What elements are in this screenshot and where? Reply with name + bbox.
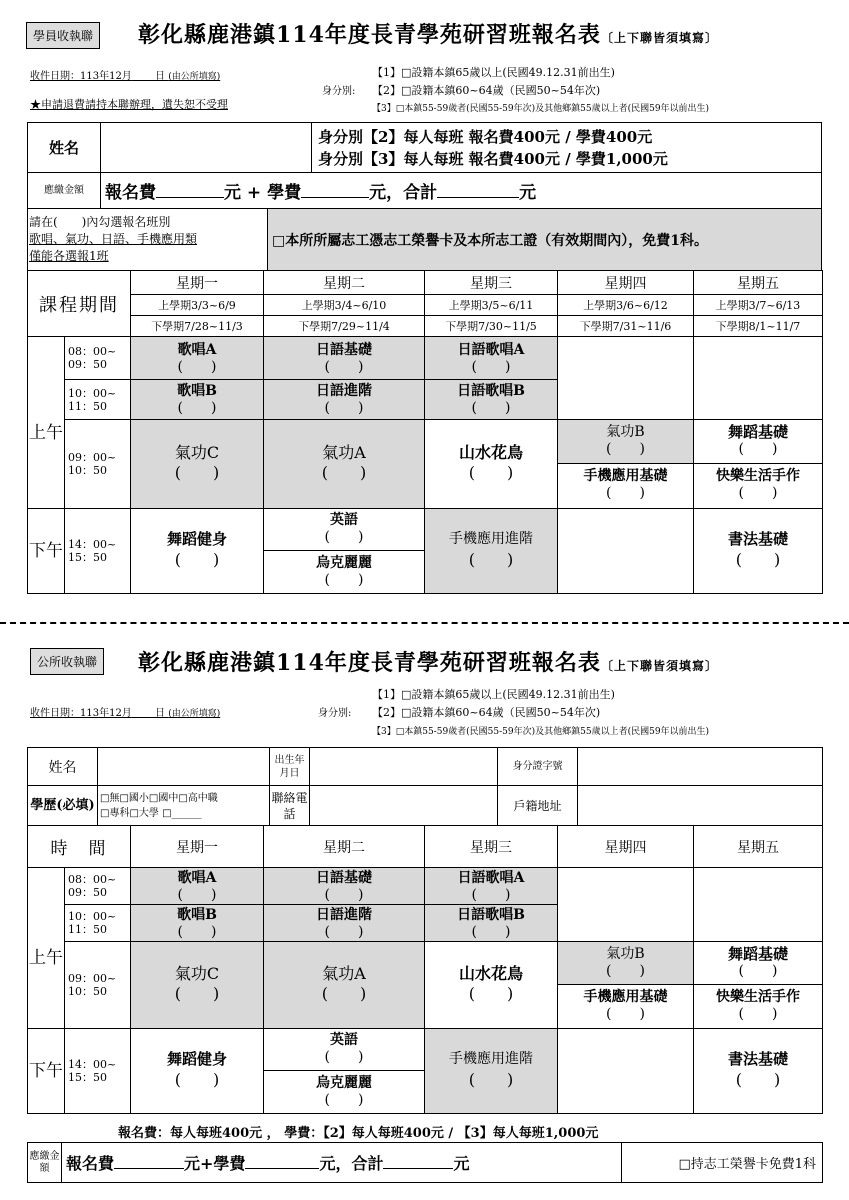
tue-pm-split-b bbox=[264, 1029, 425, 1114]
receive-date-text: 收件日期：113年12月 bbox=[30, 71, 132, 82]
course-qigong-b-b[interactable] bbox=[558, 942, 693, 984]
course-checkbox[interactable]: ( ) bbox=[471, 923, 511, 940]
fee-line-3: 身分別【3】每人每班 報名費400元 / 學費1,000元 bbox=[318, 149, 668, 168]
course-name: 氣功A bbox=[322, 442, 366, 462]
due-text-1: 報名費 bbox=[105, 183, 156, 203]
day-tue: 星期二 bbox=[264, 271, 425, 295]
course-checkbox[interactable]: ( ) bbox=[324, 358, 364, 375]
course-checkbox[interactable]: ( ) bbox=[471, 358, 511, 375]
office-receipt-tag: 公所收執聯 bbox=[30, 648, 104, 675]
course-checkbox[interactable]: ( ) bbox=[324, 1049, 364, 1065]
course-checkbox[interactable]: ( ) bbox=[324, 886, 364, 903]
due-table bbox=[27, 172, 822, 209]
course-name: 舞蹈基礎 bbox=[727, 945, 788, 963]
student-receipt-tag: 學員收執聯 bbox=[26, 22, 100, 49]
day-wed-b: 星期三 bbox=[425, 826, 558, 868]
course-checkbox[interactable]: ( ) bbox=[177, 886, 217, 903]
empty-thu-pm-b bbox=[558, 1029, 694, 1114]
empty-thu-pm bbox=[558, 509, 694, 594]
receive-date-top bbox=[30, 67, 220, 82]
volunteer-free-checkbox[interactable]: □本所所屬志工憑志工榮譽卡及本所志工證（有效期間內），免費1科。 bbox=[268, 209, 822, 271]
identity-label: 身分別: bbox=[322, 86, 356, 97]
bottom-info-table bbox=[27, 747, 823, 826]
time-1000: 10：00~ 11：50 bbox=[65, 380, 131, 420]
course-checkbox[interactable]: ( ) bbox=[324, 572, 364, 588]
choose-instructions bbox=[28, 209, 268, 271]
course-name: 氣功A bbox=[322, 963, 366, 983]
due-text-2: 元 + 學費 bbox=[224, 183, 302, 203]
day-mark: 日 bbox=[155, 708, 165, 719]
course-name: 日語歌唱A bbox=[457, 869, 525, 886]
day-mon-b: 星期一 bbox=[131, 826, 264, 868]
fee-line-2: 身分別【2】每人每班 報名費400元 / 學費400元 bbox=[318, 127, 653, 146]
choose-table bbox=[27, 208, 822, 271]
course-japanese-advanced-b[interactable] bbox=[264, 905, 425, 942]
course-english-b[interactable] bbox=[264, 1029, 424, 1070]
fee-summary: 報名費：每人每班400元 ， 學費：【2】每人每班400元 / 【3】每人每班1,000元 bbox=[118, 1126, 599, 1141]
course-checkbox[interactable]: ( ) bbox=[174, 462, 220, 482]
course-name: 山水花鳥 bbox=[458, 442, 523, 462]
form-title-bottom bbox=[138, 646, 718, 677]
course-dance-basic-b[interactable] bbox=[694, 942, 822, 984]
thu-am-split bbox=[558, 420, 694, 509]
course-checkbox[interactable]: ( ) bbox=[606, 1006, 645, 1022]
time-1400-b: 14：00~ 15：50 bbox=[65, 1029, 131, 1114]
course-name: 歌唱B bbox=[177, 383, 217, 399]
course-name: 快樂生活手作 bbox=[716, 989, 800, 1005]
course-name: 烏克麗麗 bbox=[316, 555, 372, 571]
empty-fri-am bbox=[694, 337, 823, 420]
course-checkbox[interactable]: ( ) bbox=[606, 441, 645, 457]
sem2-thu: 下學期7/31~11/6 bbox=[558, 316, 694, 337]
course-qigong-b[interactable] bbox=[558, 420, 693, 463]
am-label: 上午 bbox=[28, 337, 65, 509]
due-text-3: 元，合計 bbox=[319, 1154, 384, 1173]
course-dance-basic[interactable] bbox=[694, 420, 822, 463]
day-fri: 星期五 bbox=[694, 271, 823, 295]
identity-option-2[interactable]: 【2】□設籍本鎮60~64歲（民國50~54年次) bbox=[372, 84, 601, 97]
course-calligraphy-basic[interactable] bbox=[694, 509, 823, 594]
course-mobile-advanced[interactable] bbox=[425, 509, 558, 594]
due-text-4: 元 bbox=[519, 183, 537, 203]
course-mobile-advanced-b[interactable] bbox=[425, 1029, 558, 1114]
birth-label: 出生年月日 bbox=[270, 748, 310, 786]
title-text: 彰化縣鹿港鎮114年度長青學苑研習班報名表 bbox=[138, 650, 601, 676]
due-text-3: 元，合計 bbox=[369, 183, 438, 203]
fri-am-split-b bbox=[694, 942, 823, 1029]
course-checkbox[interactable]: ( ) bbox=[738, 485, 778, 501]
course-calligraphy-basic-b[interactable] bbox=[694, 1029, 823, 1114]
course-checkbox[interactable]: ( ) bbox=[606, 485, 645, 501]
course-japanese-singing-b-b[interactable] bbox=[425, 905, 558, 942]
day-mark: 日 bbox=[155, 71, 165, 82]
sem1-tue: 上學期3/4~6/10 bbox=[264, 295, 425, 316]
addr-field[interactable] bbox=[578, 786, 823, 826]
course-singing-b-b[interactable] bbox=[131, 905, 264, 942]
course-qigong-a[interactable] bbox=[264, 420, 425, 509]
course-name: 日語歌唱B bbox=[457, 383, 525, 399]
identity-option-3[interactable]: 【3】□本鎮55-59歲者(民國55-59年次)及其他鄉鎮55歲以上者(民國59年以前出生) bbox=[372, 104, 710, 114]
day-thu-b: 星期四 bbox=[558, 826, 694, 868]
time-0800-b: 08：00~ 09：50 bbox=[65, 868, 131, 905]
addr-label: 戶籍地址 bbox=[498, 786, 578, 826]
name-field[interactable] bbox=[101, 123, 312, 173]
course-japanese-basic[interactable] bbox=[264, 337, 425, 380]
choose-1: 請在( )內勾選報名班別 bbox=[29, 215, 171, 229]
course-name: 日語進階 bbox=[316, 906, 372, 923]
sem1-wed: 上學期3/5~6/11 bbox=[425, 295, 558, 316]
sem1-thu: 上學期3/6~6/12 bbox=[558, 295, 694, 316]
course-japanese-advanced[interactable] bbox=[264, 380, 425, 420]
top-schedule-table bbox=[27, 270, 823, 594]
day-thu: 星期四 bbox=[558, 271, 694, 295]
identity-option-1[interactable]: 【1】□設籍本鎮65歲以上(民國49.12.31前出生) bbox=[372, 66, 615, 79]
identity-option-1-bottom[interactable]: 【1】□設籍本鎮65歲以上(民國49.12.31前出生) bbox=[372, 688, 615, 701]
course-name: 手機應用進階 bbox=[449, 1050, 533, 1067]
course-happy-handcraft-b[interactable] bbox=[694, 984, 822, 1028]
course-name: 舞蹈健身 bbox=[166, 1049, 227, 1068]
course-name: 快樂生活手作 bbox=[716, 468, 800, 484]
day-note: (由公所填寫) bbox=[168, 72, 221, 82]
edu-label: 學歷(必填) bbox=[28, 786, 98, 826]
phone-label: 聯絡電話 bbox=[270, 786, 310, 826]
course-checkbox[interactable]: ( ) bbox=[471, 400, 511, 416]
course-singing-a[interactable] bbox=[131, 337, 264, 380]
course-name: 英語 bbox=[330, 512, 358, 528]
course-name: 氣功B bbox=[606, 946, 645, 962]
sem2-tue: 下學期7/29~11/4 bbox=[264, 316, 425, 337]
day-wed: 星期三 bbox=[425, 271, 558, 295]
day-mon: 星期一 bbox=[131, 271, 264, 295]
course-name: 日語歌唱A bbox=[457, 341, 525, 358]
due-text-2: 元+學費 bbox=[184, 1154, 246, 1173]
course-name: 日語進階 bbox=[316, 383, 372, 399]
refund-note: ★申請退費請持本聯辦理，遺失恕不受理 bbox=[30, 98, 228, 111]
course-checkbox[interactable]: ( ) bbox=[174, 1069, 220, 1089]
tue-pm-split bbox=[264, 509, 425, 594]
id-label: 身分證字號 bbox=[498, 748, 578, 786]
course-checkbox[interactable]: ( ) bbox=[471, 886, 511, 903]
course-qigong-c-b[interactable] bbox=[131, 942, 264, 1029]
course-checkbox[interactable]: ( ) bbox=[324, 923, 364, 940]
edu-options[interactable] bbox=[98, 786, 270, 826]
phone-field[interactable] bbox=[310, 786, 498, 826]
title-note: 〔上下聯皆須填寫〕 bbox=[600, 659, 718, 673]
course-singing-b[interactable] bbox=[131, 380, 264, 420]
birth-field[interactable] bbox=[310, 748, 498, 786]
name-label-bottom: 姓名 bbox=[28, 748, 98, 786]
identity-option-2-bottom[interactable]: 【2】□設籍本鎮60~64歲（民國50~54年次) bbox=[372, 706, 601, 719]
course-dance-fitness-b[interactable] bbox=[131, 1029, 264, 1114]
course-checkbox[interactable]: ( ) bbox=[735, 1069, 781, 1089]
course-checkbox[interactable]: ( ) bbox=[321, 462, 367, 482]
course-checkbox[interactable]: ( ) bbox=[324, 400, 364, 416]
sem1-fri: 上學期3/7~6/13 bbox=[694, 295, 823, 316]
course-checkbox[interactable]: ( ) bbox=[177, 923, 217, 940]
course-name: 手機應用基礎 bbox=[583, 468, 668, 484]
course-checkbox[interactable]: ( ) bbox=[738, 963, 778, 979]
form-title-top bbox=[138, 18, 718, 49]
total-blank[interactable] bbox=[437, 197, 519, 198]
course-checkbox[interactable]: ( ) bbox=[177, 358, 217, 375]
pm-label-b: 下午 bbox=[28, 1029, 65, 1114]
due-text-1: 報名費 bbox=[66, 1154, 115, 1173]
course-checkbox[interactable]: ( ) bbox=[468, 1069, 514, 1089]
course-checkbox[interactable]: ( ) bbox=[735, 549, 781, 569]
day-tue-b: 星期二 bbox=[264, 826, 425, 868]
bottom-schedule-table bbox=[27, 825, 823, 1114]
course-checkbox[interactable]: ( ) bbox=[738, 1006, 778, 1022]
course-checkbox[interactable]: ( ) bbox=[177, 400, 217, 416]
receive-date-text: 收件日期：113年12月 bbox=[30, 708, 132, 719]
course-name: 手機應用基礎 bbox=[583, 989, 668, 1005]
course-checkbox[interactable]: ( ) bbox=[324, 1092, 364, 1108]
course-name: 書法基礎 bbox=[727, 1049, 788, 1068]
course-japanese-singing-a[interactable] bbox=[425, 337, 558, 380]
tuition-blank-b[interactable] bbox=[245, 1168, 319, 1169]
due-label-bottom: 應繳金額 bbox=[28, 1143, 62, 1183]
course-checkbox[interactable]: ( ) bbox=[174, 549, 220, 569]
course-japanese-singing-b[interactable] bbox=[425, 380, 558, 420]
course-dance-fitness[interactable] bbox=[131, 509, 264, 594]
day-fri-b: 星期五 bbox=[694, 826, 823, 868]
am-label-b: 上午 bbox=[28, 868, 65, 1029]
thu-am-split-b bbox=[558, 942, 694, 1029]
edu-options-1[interactable]: □無□國小□國中□高中職 bbox=[100, 792, 218, 804]
course-checkbox[interactable]: ( ) bbox=[321, 983, 367, 1003]
course-name: 烏克麗麗 bbox=[316, 1075, 372, 1091]
time-0900: 09：00~ 10：50 bbox=[65, 420, 131, 509]
id-field[interactable] bbox=[578, 748, 823, 786]
course-period-label: 課程期間 bbox=[28, 271, 131, 337]
course-checkbox[interactable]: ( ) bbox=[324, 529, 364, 545]
bottom-due-table bbox=[27, 1142, 823, 1183]
choose-3: 僅能各選報1班 bbox=[29, 249, 109, 263]
course-checkbox[interactable]: ( ) bbox=[468, 462, 514, 482]
due-amount-line bbox=[101, 173, 822, 209]
course-name: 氣功C bbox=[174, 963, 220, 983]
time-1400: 14：00~ 15：50 bbox=[65, 509, 131, 594]
time-label: 時 間 bbox=[28, 826, 131, 868]
pm-label: 下午 bbox=[28, 509, 65, 594]
sem2-fri: 下學期8/1~11/7 bbox=[694, 316, 823, 337]
due-label: 應繳金額 bbox=[28, 173, 101, 209]
identity-label-bottom: 身分別: bbox=[318, 708, 352, 719]
due-amount-line-bottom bbox=[62, 1143, 622, 1183]
course-japanese-singing-a-b[interactable] bbox=[425, 868, 558, 905]
fri-am-split bbox=[694, 420, 823, 509]
name-label: 姓名 bbox=[28, 123, 101, 173]
course-qigong-c[interactable] bbox=[131, 420, 264, 509]
tuition-blank[interactable] bbox=[301, 197, 369, 198]
course-singing-a-b[interactable] bbox=[131, 868, 264, 905]
reg-fee-blank-b[interactable] bbox=[114, 1168, 184, 1169]
course-name: 日語基礎 bbox=[316, 341, 372, 358]
course-name: 舞蹈基礎 bbox=[727, 423, 788, 441]
course-name: 氣功B bbox=[606, 424, 645, 440]
fee-info bbox=[312, 123, 822, 173]
title-note: 〔上下聯皆須填寫〕 bbox=[600, 31, 718, 45]
course-name: 日語基礎 bbox=[316, 869, 372, 886]
sem2-mon: 下學期7/28~11/3 bbox=[131, 316, 264, 337]
total-blank-b[interactable] bbox=[383, 1168, 453, 1169]
course-japanese-basic-b[interactable] bbox=[264, 868, 425, 905]
course-qigong-a-b[interactable] bbox=[264, 942, 425, 1029]
identity-option-3-bottom[interactable]: 【3】□本鎮55-59歲者(民國55-59年次)及其他鄉鎮55歲以上者(民國59年以前出生) bbox=[372, 727, 710, 737]
course-name: 日語歌唱B bbox=[457, 906, 525, 923]
receive-date-bottom bbox=[30, 704, 220, 719]
course-checkbox[interactable]: ( ) bbox=[174, 983, 220, 1003]
course-name: 歌唱A bbox=[177, 869, 217, 886]
course-checkbox[interactable]: ( ) bbox=[738, 441, 778, 457]
time-0900-b: 09：00~ 10：50 bbox=[65, 942, 131, 1029]
course-name: 英語 bbox=[330, 1032, 358, 1048]
empty-thu-am bbox=[558, 337, 694, 420]
title-text: 彰化縣鹿港鎮114年度長青學苑研習班報名表 bbox=[138, 22, 601, 48]
course-landscape-painting-b[interactable] bbox=[425, 942, 558, 1029]
sem2-wed: 下學期7/30~11/5 bbox=[425, 316, 558, 337]
course-ukulele-b[interactable] bbox=[264, 1070, 424, 1113]
time-0800: 08：00~ 09：50 bbox=[65, 337, 131, 380]
sem1-mon: 上學期3/3~6/9 bbox=[131, 295, 264, 316]
course-english[interactable] bbox=[264, 509, 424, 550]
course-checkbox[interactable]: ( ) bbox=[468, 549, 514, 569]
volunteer-free-checkbox-bottom[interactable]: □持志工榮譽卡免費1科 bbox=[622, 1143, 823, 1183]
course-checkbox[interactable]: ( ) bbox=[468, 983, 514, 1003]
time-1000-b: 10：00~ 11：50 bbox=[65, 905, 131, 942]
name-field-bottom[interactable] bbox=[98, 748, 270, 786]
course-name: 手機應用進階 bbox=[449, 530, 533, 547]
course-name: 山水花鳥 bbox=[458, 963, 523, 983]
course-landscape-painting[interactable] bbox=[425, 420, 558, 509]
edu-options-2[interactable]: □專科□大學 □______ bbox=[100, 807, 202, 819]
cut-line bbox=[0, 622, 849, 624]
course-checkbox[interactable]: ( ) bbox=[606, 963, 645, 979]
empty-thu-am-b bbox=[558, 868, 694, 942]
course-name: 氣功C bbox=[174, 442, 220, 462]
course-ukulele[interactable] bbox=[264, 550, 424, 593]
course-mobile-basic[interactable] bbox=[558, 463, 693, 508]
reg-fee-blank[interactable] bbox=[156, 197, 224, 198]
course-mobile-basic-b[interactable] bbox=[558, 984, 693, 1028]
course-name: 歌唱B bbox=[177, 906, 217, 923]
top-info-table bbox=[27, 122, 822, 173]
choose-2: 歌唱、氣功、日語、手機應用類 bbox=[29, 232, 198, 246]
day-note: (由公所填寫) bbox=[168, 709, 221, 719]
course-happy-handcraft[interactable] bbox=[694, 463, 822, 508]
course-name: 書法基礎 bbox=[727, 529, 788, 548]
course-name: 舞蹈健身 bbox=[166, 529, 227, 548]
empty-fri-am-b bbox=[694, 868, 823, 942]
course-name: 歌唱A bbox=[177, 341, 217, 358]
due-text-4: 元 bbox=[453, 1154, 470, 1173]
